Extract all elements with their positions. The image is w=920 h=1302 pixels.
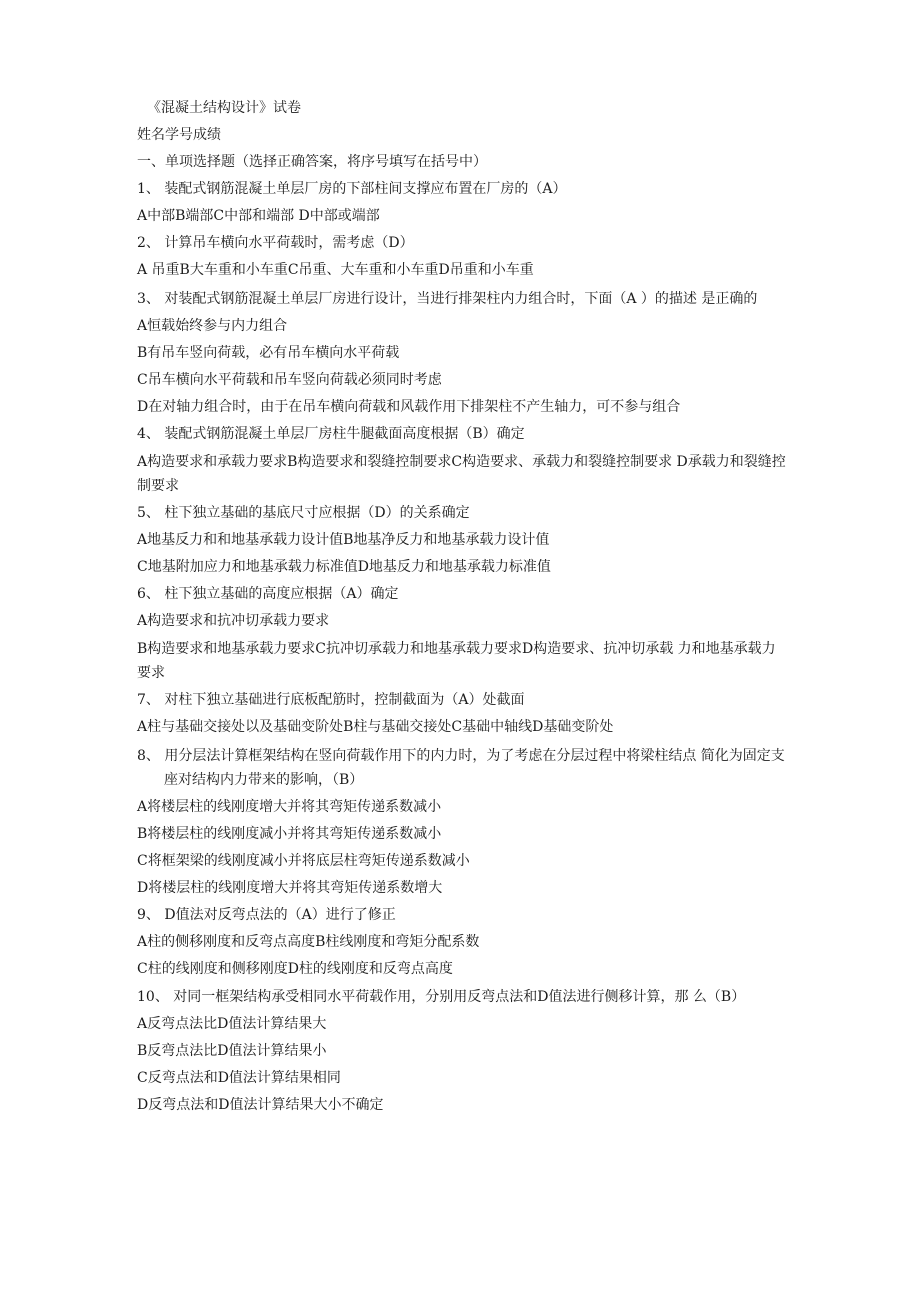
question-2-stem: 2、 计算吊车横向水平荷载时，需考虑（D） [137,235,414,251]
question-2-options: A 吊重B大车重和小车重C吊重、大车重和小车重D吊重和小车重 [137,262,534,278]
question-5-stem: 5、 柱下独立基础的基底尺寸应根据（D）的关系确定 [137,505,470,521]
question-7-options: A柱与基础交接处以及基础变阶处B柱与基础交接处C基础中轴线D基础变阶处 [137,719,614,735]
question-10-option-b: B反弯点法比D值法计算结果小 [137,1043,327,1059]
document-title: 《混凝土结构设计》试卷 [147,100,301,116]
question-8-option-b: B将楼层柱的线刚度减小并将其弯矩传递系数减小 [137,826,442,842]
question-10-option-a: A反弯点法比D值法计算结果大 [137,1016,327,1032]
question-3-option-b: B有吊车竖向荷载，必有吊车横向水平荷载 [137,345,400,361]
question-9-options-ab: A柱的侧移刚度和反弯点高度B柱线刚度和弯矩分配系数 [137,934,480,950]
question-5-options-cd: C地基附加应力和地基承载力标准值D地基反力和地基承载力标准值 [137,559,551,575]
question-3-stem: 3、 对装配式钢筋混凝土单层厂房进行设计，当进行排架柱内力组合时，下面（A ）的描述 是正确的 [137,291,758,307]
question-8-option-c: C将框架梁的线刚度减小并将底层柱弯矩传递系数减小 [137,853,470,869]
question-4-stem: 4、 装配式钢筋混凝土单层厂房柱牛腿截面高度根据（B）确定 [137,426,525,442]
question-9-options-cd: C柱的线刚度和侧移刚度D柱的线刚度和反弯点高度 [137,961,453,977]
question-8-option-a: A将楼层柱的线刚度增大并将其弯矩传递系数减小 [137,799,442,815]
question-1-stem: 1、 装配式钢筋混凝土单层厂房的下部柱间支撑应布置在厂房的（A） [137,181,567,197]
exam-content [137,95,789,1119]
question-10-option-d: D反弯点法和D值法计算结果大小不确定 [137,1097,384,1113]
question-3-option-d: D在对轴力组合时，由于在吊车横向荷载和风载作用下排架柱不产生轴力，可不参与组合 [137,399,681,415]
question-5-options-ab: A地基反力和和地基承载力设计值B地基净反力和地基承载力设计值 [137,532,550,548]
question-6-stem: 6、 柱下独立基础的高度应根据（A）确定 [137,586,399,602]
question-3-option-c: C吊车横向水平荷载和吊车竖向荷载必须同时考虑 [137,372,442,388]
question-9-stem: 9、 D值法对反弯点法的（A）进行了修正 [137,907,396,923]
question-8-stem: 8、 用分层法计算框架结构在竖向荷载作用下的内力时，为了考虑在分层过程中将梁柱结点 简化为固定支座对结构内力带来的影响，（B） [137,748,785,788]
question-1-options: A中部B端部C中部和端部 D中部或端部 [137,208,380,224]
question-7-stem: 7、 对柱下独立基础进行底板配筋时，控制截面为（A）处截面 [137,692,525,708]
question-3-option-a: A恒载始终参与内力组合 [137,318,288,334]
section-heading: 一、单项选择题（选择正确答案，将序号填写在括号中） [137,154,487,170]
question-6-options-bcd: B构造要求和地基承载力要求C抗冲切承载力和地基承载力要求D构造要求、抗冲切承载 力和地基承载力要求 [137,641,776,681]
question-10-stem: 10、 对同一框架结构承受相同水平荷载作用，分别用反弯点法和D值法进行侧移计算，那 么（B） [137,989,746,1005]
question-6-option-a: A构造要求和抗冲切承载力要求 [137,613,330,629]
question-4-options: A构造要求和承载力要求B构造要求和裂缝控制要求C构造要求、承载力和裂缝控制要求 D承载力和裂缝控制要求 [137,454,786,494]
student-info-line: 姓名学号成绩 [137,127,221,143]
question-8-option-d: D将楼层柱的线刚度增大并将其弯矩传递系数增大 [137,880,443,896]
question-10-option-c: C反弯点法和D值法计算结果相同 [137,1070,341,1086]
